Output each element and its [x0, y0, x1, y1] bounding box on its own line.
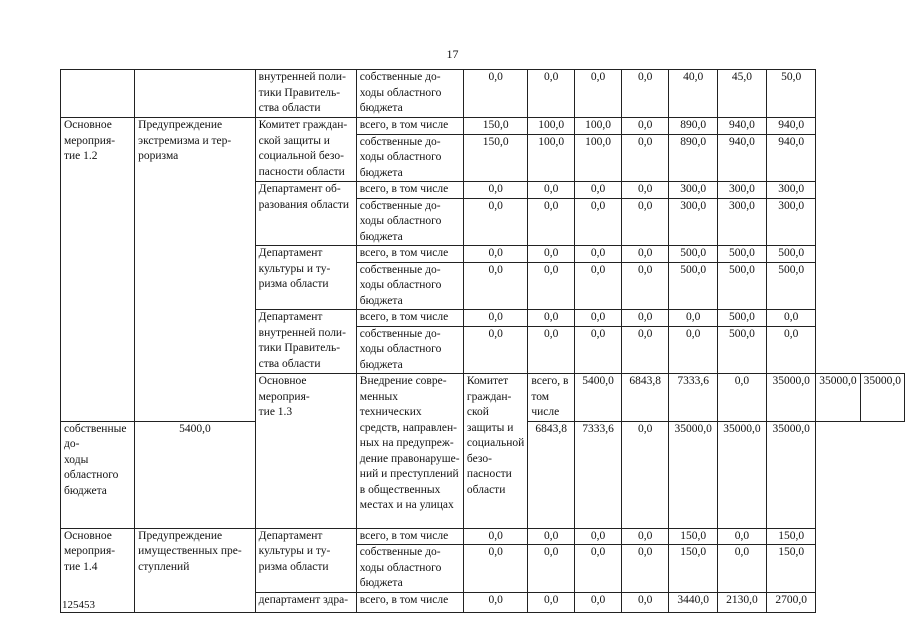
- amount-cell: 500,0: [717, 262, 766, 310]
- amount-cell: 0,0: [528, 528, 575, 545]
- amount-cell: 0,0: [767, 326, 816, 374]
- amount-cell: 0,0: [575, 246, 622, 263]
- funding-source-cell: собственные до- ходы областного бюджета: [356, 326, 463, 374]
- amount-cell: 0,0: [575, 545, 622, 593]
- amount-cell: 500,0: [669, 246, 717, 263]
- amount-cell: 3440,0: [669, 592, 717, 612]
- amount-cell: 300,0: [669, 182, 717, 199]
- amount-cell: 7333,6: [575, 421, 622, 528]
- amount-cell: 0,0: [463, 545, 527, 593]
- funding-source-cell: собственные до- ходы областного бюджета: [356, 545, 463, 593]
- funding-source-cell: всего, в том числе: [528, 374, 575, 422]
- page-number: 17: [446, 47, 459, 61]
- amount-cell: 35000,0: [767, 421, 816, 528]
- amount-cell: 0,0: [575, 70, 622, 118]
- amount-cell: 940,0: [717, 134, 766, 182]
- amount-cell: 300,0: [669, 198, 717, 246]
- amount-cell: 0,0: [621, 118, 669, 135]
- amount-cell: 0,0: [621, 545, 669, 593]
- document-code: 125453: [62, 599, 95, 611]
- amount-cell: 0,0: [575, 528, 622, 545]
- amount-cell: 0,0: [528, 310, 575, 327]
- table-row: [61, 118, 905, 135]
- amount-cell: 150,0: [669, 545, 717, 593]
- amount-cell: 940,0: [767, 118, 816, 135]
- amount-cell: 150,0: [767, 528, 816, 545]
- amount-cell: 0,0: [463, 592, 527, 612]
- table-row: [61, 528, 905, 545]
- amount-cell: 0,0: [528, 246, 575, 263]
- amount-cell: 0,0: [463, 246, 527, 263]
- amount-cell: 0,0: [463, 262, 527, 310]
- amount-cell: 0,0: [463, 326, 527, 374]
- amount-cell: 0,0: [717, 528, 766, 545]
- amount-cell: 0,0: [575, 326, 622, 374]
- executor-cell: Департамент об- разования области: [255, 182, 356, 246]
- funding-source-cell: всего, в том числе: [356, 528, 463, 545]
- measure-kind-cell: Основное мероприя- тие 1.4: [61, 528, 135, 612]
- amount-cell: 0,0: [528, 182, 575, 199]
- amount-cell: 300,0: [767, 182, 816, 199]
- measure-name-cell: Предупреждение имущественных пре- ступлений: [135, 528, 255, 612]
- amount-cell: 0,0: [621, 134, 669, 182]
- funding-source-cell: всего, в том числе: [356, 310, 463, 327]
- amount-cell: 300,0: [767, 198, 816, 246]
- amount-cell: 0,0: [621, 70, 669, 118]
- amount-cell: 5400,0: [575, 374, 622, 422]
- amount-cell: 0,0: [621, 198, 669, 246]
- measure-kind-cell: Основное мероприя- тие 1.3: [255, 374, 356, 529]
- amount-cell: 0,0: [717, 545, 766, 593]
- amount-cell: 0,0: [463, 528, 527, 545]
- amount-cell: 0,0: [528, 545, 575, 593]
- amount-cell: 890,0: [669, 134, 717, 182]
- funding-source-cell: всего, в том числе: [356, 182, 463, 199]
- amount-cell: 500,0: [669, 262, 717, 310]
- amount-cell: 890,0: [669, 118, 717, 135]
- amount-cell: 0,0: [575, 198, 622, 246]
- amount-cell: 150,0: [463, 118, 527, 135]
- amount-cell: 500,0: [767, 246, 816, 263]
- amount-cell: 45,0: [717, 70, 766, 118]
- amount-cell: 2700,0: [767, 592, 816, 612]
- measure-name-cell: Предупреждение экстремизма и тер- роризма: [135, 118, 255, 422]
- amount-cell: 40,0: [669, 70, 717, 118]
- amount-cell: 500,0: [767, 262, 816, 310]
- budget-table: [60, 69, 905, 613]
- amount-cell: 35000,0: [717, 421, 766, 528]
- measure-name-cell: [135, 70, 255, 118]
- funding-source-cell: собственные до- ходы областного бюджета: [356, 70, 463, 118]
- executor-cell: Комитет граждан- ской защиты и социальной безо- пасности области: [463, 374, 527, 529]
- amount-cell: 100,0: [575, 118, 622, 135]
- executor-cell: Комитет граждан- ской защиты и социальной безо- пасности области: [255, 118, 356, 182]
- amount-cell: 0,0: [575, 262, 622, 310]
- measure-kind-cell: [61, 70, 135, 118]
- amount-cell: 0,0: [621, 528, 669, 545]
- amount-cell: 150,0: [669, 528, 717, 545]
- amount-cell: 0,0: [528, 592, 575, 612]
- funding-source-cell: собственные до- ходы областного бюджета: [61, 421, 135, 528]
- executor-cell: департамент здра-: [255, 592, 356, 612]
- amount-cell: 0,0: [621, 182, 669, 199]
- funding-source-cell: всего, в том числе: [356, 592, 463, 612]
- executor-cell: Департамент культуры и ту- ризма области: [255, 246, 356, 310]
- amount-cell: 0,0: [463, 310, 527, 327]
- amount-cell: 150,0: [463, 134, 527, 182]
- amount-cell: 100,0: [528, 118, 575, 135]
- amount-cell: 0,0: [575, 310, 622, 327]
- amount-cell: 0,0: [621, 262, 669, 310]
- funding-source-cell: всего, в том числе: [356, 246, 463, 263]
- amount-cell: 0,0: [767, 310, 816, 327]
- amount-cell: 0,0: [621, 326, 669, 374]
- amount-cell: 0,0: [528, 70, 575, 118]
- amount-cell: 35000,0: [767, 374, 816, 422]
- amount-cell: 500,0: [717, 246, 766, 263]
- amount-cell: 35000,0: [669, 421, 717, 528]
- amount-cell: 6843,8: [528, 421, 575, 528]
- amount-cell: 940,0: [717, 118, 766, 135]
- measure-name-cell: Внедрение совре- менных технических средств, направлен- ных на предупреж- дение правонаруше- ний и преступлений в общественных местах и на улицах: [356, 374, 463, 529]
- funding-source-cell: собственные до- ходы областного бюджета: [356, 134, 463, 182]
- amount-cell: 7333,6: [669, 374, 717, 422]
- amount-cell: 0,0: [463, 198, 527, 246]
- amount-cell: 0,0: [669, 310, 717, 327]
- amount-cell: 6843,8: [621, 374, 669, 422]
- amount-cell: 5400,0: [135, 421, 255, 528]
- amount-cell: 150,0: [767, 545, 816, 593]
- amount-cell: 50,0: [767, 70, 816, 118]
- amount-cell: 35000,0: [816, 374, 860, 422]
- amount-cell: 0,0: [621, 246, 669, 263]
- amount-cell: 35000,0: [860, 374, 904, 422]
- amount-cell: 0,0: [621, 592, 669, 612]
- amount-cell: 0,0: [463, 182, 527, 199]
- amount-cell: 0,0: [575, 182, 622, 199]
- executor-cell: Департамент культуры и ту- ризма области: [255, 528, 356, 592]
- amount-cell: 0,0: [717, 374, 766, 422]
- amount-cell: 0,0: [575, 592, 622, 612]
- amount-cell: 300,0: [717, 198, 766, 246]
- funding-source-cell: всего, в том числе: [356, 118, 463, 135]
- amount-cell: 0,0: [528, 326, 575, 374]
- amount-cell: 0,0: [669, 326, 717, 374]
- amount-cell: 0,0: [528, 262, 575, 310]
- executor-cell: Департамент внутренней поли- тики Правитель- ства области: [255, 310, 356, 374]
- amount-cell: 300,0: [717, 182, 766, 199]
- amount-cell: 100,0: [575, 134, 622, 182]
- table-row: [61, 70, 905, 118]
- amount-cell: 0,0: [621, 310, 669, 327]
- amount-cell: 100,0: [528, 134, 575, 182]
- funding-source-cell: собственные до- ходы областного бюджета: [356, 262, 463, 310]
- amount-cell: 500,0: [717, 310, 766, 327]
- amount-cell: 0,0: [621, 421, 669, 528]
- measure-kind-cell: Основное мероприя- тие 1.2: [61, 118, 135, 422]
- amount-cell: 940,0: [767, 134, 816, 182]
- amount-cell: 0,0: [528, 198, 575, 246]
- funding-source-cell: собственные до- ходы областного бюджета: [356, 198, 463, 246]
- amount-cell: 0,0: [463, 70, 527, 118]
- amount-cell: 2130,0: [717, 592, 766, 612]
- amount-cell: 500,0: [717, 326, 766, 374]
- executor-cell: внутренней поли- тики Правитель- ства области: [255, 70, 356, 118]
